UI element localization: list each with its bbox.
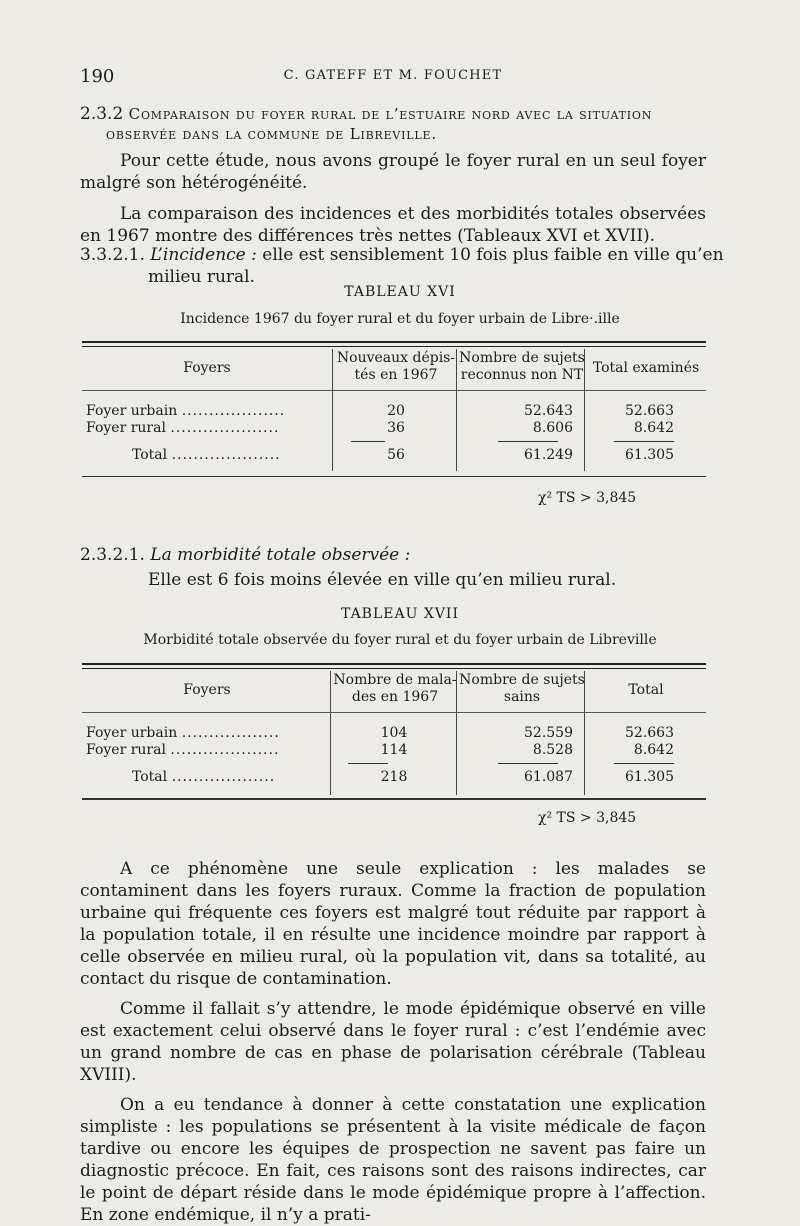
- table16-header: [82, 352, 706, 388]
- table17-bottom-rule: [82, 798, 706, 800]
- table-cell: 20: [387, 403, 405, 419]
- subsection-number: 2.3.2.1.: [80, 545, 145, 565]
- table-cell: 52.663: [625, 403, 674, 419]
- table-cell: 8.642: [633, 420, 674, 436]
- table17-col-foyers: Foyers: [183, 682, 231, 698]
- body-paragraph-3: On a eu tendance à donner à cette constatation une explication simpliste : les populations se présentent à la visite médicale de façon tardive ou encore les équipes de prospection ne savent pas faire un diagnostic précoce. En fait, ces raisons sont des raisons indirectes, car le point de départ réside dans le mode épidémique propre à l’affection. En zone endémique, il n’y a prati-: [80, 1095, 706, 1225]
- table16-col-sujets: Nombre de sujets reconnus non NT: [459, 350, 585, 383]
- table17-chi-square: χ² TS > 3,845: [538, 810, 637, 826]
- table-row: Foyer urbain ...................: [86, 403, 286, 419]
- table-cell: 8.528: [532, 742, 573, 758]
- table-cell: 8.606: [532, 420, 573, 436]
- subsection-text-line2: milieu rural.: [148, 267, 256, 287]
- table16-top-rule-2: [82, 346, 706, 347]
- table17-header-rule: [82, 712, 706, 713]
- table-row: Foyer rural ....................: [86, 420, 280, 436]
- running-head: C. GATEFF ET M. FOUCHET: [283, 68, 503, 83]
- table17-caption: Morbidité totale observée du foyer rural et du foyer urbain de Libreville: [143, 632, 657, 648]
- table-cell: 52.663: [625, 725, 674, 741]
- subsection-morbidite: [80, 544, 706, 591]
- table-cell: 61.305: [625, 769, 674, 785]
- table17-header: [82, 674, 706, 710]
- sum-rule: [614, 441, 674, 442]
- table-cell: 52.559: [524, 725, 573, 741]
- table-cell: 56: [387, 447, 405, 463]
- sum-rule: [498, 763, 558, 764]
- table16-bottom-rule: [82, 476, 706, 477]
- table-row: Foyer urbain ..................: [86, 725, 280, 741]
- table17-col-sujets: Nombre de sujets sains: [459, 672, 585, 705]
- subsection-text: elle est sensiblement 10 fois plus faible en ville qu’en: [262, 245, 724, 265]
- table16-header-rule: [82, 390, 706, 391]
- sum-rule: [498, 441, 558, 442]
- page-number: 190: [80, 66, 115, 87]
- table-cell: 114: [380, 742, 408, 758]
- subsection-number: 3.3.2.1.: [80, 245, 145, 265]
- intro-paragraph-1: Pour cette étude, nous avons groupé le foyer rural en un seul foyer malgré son hétérogénéité.: [80, 151, 706, 193]
- sum-rule: [614, 763, 674, 764]
- sum-rule: [348, 763, 388, 764]
- subsection-incidence: [80, 244, 724, 288]
- table-row: Foyer rural ....................: [86, 742, 280, 758]
- section-title-line1: Comparaison du foyer rural de l’estuaire nord avec la situation: [128, 105, 653, 123]
- table-cell: 36: [387, 420, 405, 436]
- table16-caption: Incidence 1967 du foyer rural et du foyer urbain de Libre·.ille: [180, 311, 620, 327]
- table16-title: TABLEAU XVI: [344, 284, 456, 300]
- body-text: [80, 858, 706, 1226]
- table17-title: TABLEAU XVII: [341, 606, 459, 622]
- table-cell: 61.249: [524, 447, 573, 463]
- body-paragraph-1: A ce phénomène une seule explication : les malades se contaminent dans les foyers ruraux. Comme la fraction de population urbaine qui fréquente ces foyers est malgré tout réduite par rapport à la population totale, il en résulte une incidence moindre par rapport à celle observée en milieu rural, où la population vit, dans sa totalité, au contact du risque de contamination.: [80, 859, 706, 989]
- table16-col-nouveaux: Nouveaux dépis- tés en 1967: [336, 350, 456, 383]
- section-title-line2: observée dans la commune de Libreville.: [106, 125, 437, 143]
- sum-rule: [351, 441, 385, 442]
- table17-col-malades: Nombre de mala- des en 1967: [333, 672, 457, 705]
- subsection-text: Elle est 6 fois moins élevée en ville qu’en milieu rural.: [148, 570, 617, 590]
- table-cell: 218: [380, 769, 408, 785]
- table-cell: 61.087: [524, 769, 573, 785]
- table17-col-total: Total: [628, 682, 664, 698]
- section-number: 2.3.2: [80, 104, 124, 124]
- table-total-row: Total ....................: [132, 447, 281, 463]
- page-header: [80, 66, 706, 88]
- section-heading: [80, 104, 720, 143]
- table16-col-total: Total examinés: [592, 360, 700, 376]
- table-total-row: Total ...................: [132, 769, 276, 785]
- table17-top-rule-2: [82, 668, 706, 669]
- table16-chi-square: χ² TS > 3,845: [538, 490, 637, 506]
- intro-paragraph-2: La comparaison des incidences et des morbidités totales observées en 1967 montre des différences très nettes (Tableaux XVI et XVII).: [80, 204, 706, 246]
- table-cell: 61.305: [625, 447, 674, 463]
- table17-top-rule: [82, 663, 706, 665]
- subsection-heading: L’incidence :: [150, 245, 257, 265]
- subsection-heading: La morbidité totale observée :: [150, 545, 411, 565]
- table16-top-rule: [82, 341, 706, 343]
- table16-col-foyers: Foyers: [183, 360, 231, 376]
- table-cell: 8.642: [633, 742, 674, 758]
- body-paragraph-2: Comme il fallait s’y attendre, le mode épidémique observé en ville est exactement celui observé dans le foyer rural : c’est l’endémie avec un grand nombre de cas en phase de polarisation cérébrale (Tableau XVIII).: [80, 999, 706, 1085]
- intro: [80, 150, 706, 247]
- table-cell: 52.643: [524, 403, 573, 419]
- table-cell: 104: [380, 725, 408, 741]
